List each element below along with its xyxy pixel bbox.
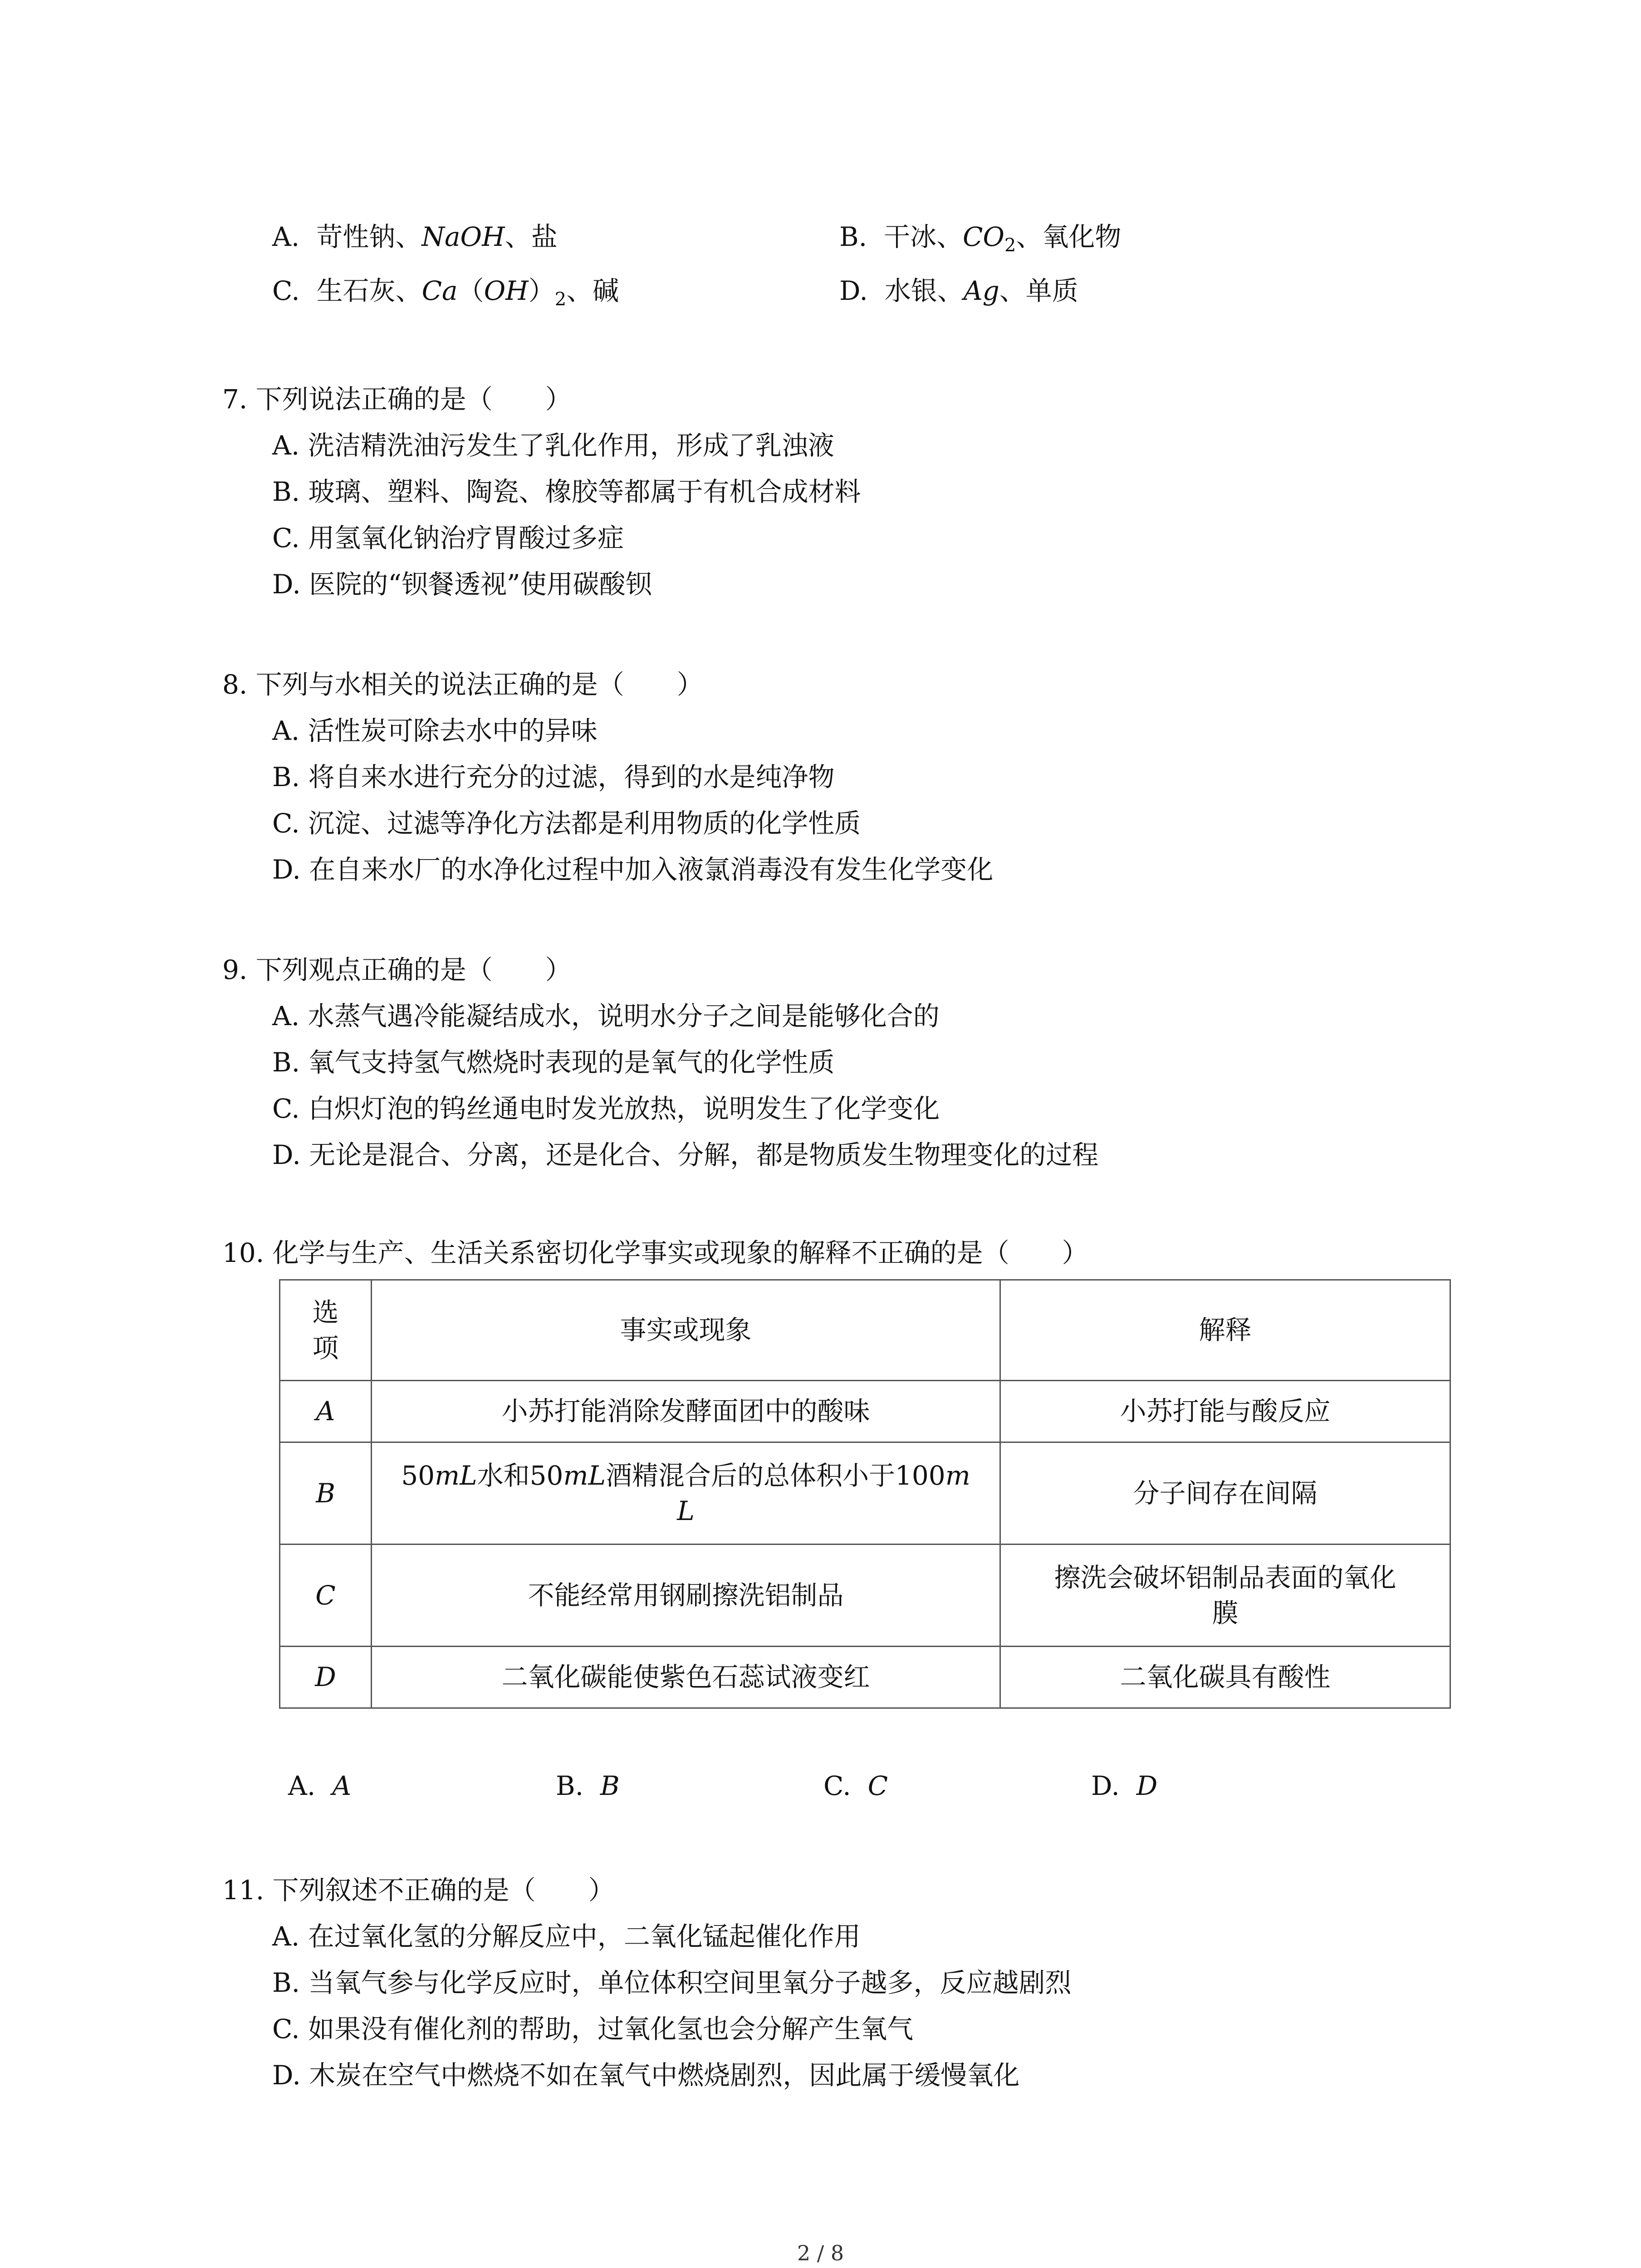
row-explanation-line1: 擦洗会破坏铝制品表面的氧化: [1054, 1562, 1396, 1593]
q7-option-b: B. 玻璃、塑料、陶瓷、橡胶等都属于有机合成材料: [272, 476, 861, 507]
header-fact: 事实或现象: [372, 1280, 1000, 1381]
q8-option-b: B. 将自来水进行充分的过滤，得到的水是纯净物: [272, 762, 835, 792]
option-value: A: [332, 1770, 352, 1801]
row-option: A: [280, 1381, 372, 1442]
row-option: B: [280, 1442, 372, 1545]
row-fact: 小苏打能消除发酵面团中的酸味: [372, 1381, 1000, 1442]
row-explanation: 分子间存在间隔: [1000, 1442, 1450, 1545]
row-fact: 二氧化碳能使紫色石蕊试液变红: [372, 1647, 1000, 1708]
option-value: B: [600, 1770, 620, 1801]
q9-option-d: D. 无论是混合、分离，还是化合、分解，都是物质发生物理变化的过程: [272, 1139, 1099, 1170]
paren: ）: [528, 275, 555, 306]
option-text: 苛性钠、: [316, 221, 422, 252]
text: 酒精混合后的总体积小于100: [605, 1460, 945, 1491]
q11-option-b: B. 当氧气参与化学反应时，单位体积空间里氧分子越多，反应越剧烈: [272, 1967, 1072, 1998]
table-row: [280, 1442, 1450, 1545]
q10-answer-a: [288, 1770, 352, 1801]
chemical-formula: CO: [962, 221, 1004, 252]
q9-option-b: B. 氧气支持氢气燃烧时表现的是氧气的化学性质: [272, 1047, 835, 1078]
row-fact-line2: L: [677, 1496, 695, 1526]
chemical-formula: Ca: [421, 275, 458, 306]
option-text: 生石灰、: [316, 275, 422, 306]
q10-answer-d: [1091, 1770, 1158, 1801]
option-text: 、氧化物: [1016, 221, 1122, 252]
q11-option-d: D. 木炭在空气中燃烧不如在氧气中燃烧剧烈，因此属于缓慢氧化: [272, 2060, 1020, 2091]
q11-option-c: C. 如果没有催化剂的帮助，过氧化氢也会分解产生氧气: [272, 2014, 914, 2044]
row-explanation-line2: 膜: [1212, 1598, 1239, 1628]
header-option-line2: 项: [312, 1332, 339, 1364]
q11-stem: 11. 下列叙述不正确的是（ ）: [222, 1875, 615, 1906]
option-text: 干冰、: [883, 221, 963, 252]
paren: （: [457, 275, 484, 306]
q7-option-c: C. 用氢氧化钠治疗胃酸过多症: [272, 523, 624, 553]
q7-option-d: D. 医院的“钡餐透视”使用碳酸钡: [272, 569, 652, 600]
text: 50: [401, 1460, 435, 1491]
table-row: [280, 1647, 1450, 1708]
option-text: 、盐: [505, 221, 558, 252]
option-text: 、碱: [566, 275, 619, 306]
q8-option-c: C. 沉淀、过滤等净化方法都是利用物质的化学性质: [272, 808, 861, 839]
table-row: [280, 1545, 1450, 1647]
unit: mL: [435, 1460, 477, 1491]
subscript: 2: [1004, 235, 1016, 256]
q6-option-d: [839, 275, 1078, 306]
row-fact: 不能经常用钢刷擦洗铝制品: [372, 1545, 1000, 1647]
q10-table: [279, 1279, 1451, 1709]
option-label: A.: [272, 221, 300, 252]
q10-stem: 10. 化学与生产、生活关系密切化学事实或现象的解释不正确的是（ ）: [222, 1237, 1088, 1268]
row-explanation: 二氧化碳具有酸性: [1000, 1647, 1450, 1708]
q10-answer-b: [556, 1770, 620, 1801]
option-text: 水银、: [884, 275, 964, 306]
unit: mL: [563, 1460, 606, 1491]
row-fact-line1: [383, 1458, 989, 1493]
table-row: [280, 1381, 1450, 1442]
row-option: D: [280, 1647, 372, 1708]
option-label: D.: [839, 275, 868, 306]
unit: m: [945, 1460, 970, 1491]
q6-option-c: [272, 275, 619, 310]
page-number: 2 / 8: [797, 2241, 844, 2265]
row-explanation: [1000, 1545, 1450, 1647]
q9-option-a: A. 水蒸气遇冷能凝结成水，说明水分子之间是能够化合的: [272, 1001, 940, 1031]
option-label: B.: [556, 1770, 584, 1801]
chemical-formula: OH: [484, 275, 529, 306]
chemical-formula: NaOH: [421, 221, 505, 252]
option-label: C.: [272, 275, 300, 306]
q9-option-c: C. 白炽灯泡的钨丝通电时发光放热，说明发生了化学变化: [272, 1093, 940, 1124]
row-option: C: [280, 1545, 372, 1647]
q7-option-a: A. 洗洁精洗油污发生了乳化作用，形成了乳浊液: [272, 430, 834, 461]
q6-option-b: [839, 221, 1122, 256]
q8-option-a: A. 活性炭可除去水中的异味: [272, 715, 598, 746]
q6-option-a: [272, 221, 558, 252]
option-label: C.: [823, 1770, 851, 1801]
option-label: A.: [288, 1770, 316, 1801]
option-value: C: [867, 1770, 888, 1801]
table-header-row: [280, 1280, 1450, 1381]
option-text: 、单质: [999, 275, 1078, 306]
q10-answer-c: [823, 1770, 888, 1801]
header-option: [280, 1280, 372, 1381]
q8-stem: 8. 下列与水相关的说法正确的是（ ）: [222, 669, 703, 700]
q7-stem: 7. 下列说法正确的是（ ）: [222, 384, 572, 415]
row-explanation: 小苏打能与酸反应: [1000, 1381, 1450, 1442]
subscript: 2: [554, 289, 567, 310]
chemical-formula: Ag: [963, 275, 999, 306]
q11-option-a: A. 在过氧化氢的分解反应中，二氧化锰起催化作用: [272, 1921, 861, 1952]
q8-option-d: D. 在自来水厂的水净化过程中加入液氯消毒没有发生化学变化: [272, 854, 994, 885]
row-fact: [372, 1442, 1000, 1545]
q9-stem: 9. 下列观点正确的是（ ）: [222, 954, 572, 985]
option-label: D.: [1091, 1770, 1120, 1801]
option-value: D: [1136, 1770, 1158, 1801]
header-option-line1: 选: [312, 1297, 339, 1328]
text: 水和50: [477, 1460, 563, 1491]
option-label: B.: [839, 221, 867, 252]
header-explanation: 解释: [1000, 1280, 1450, 1381]
